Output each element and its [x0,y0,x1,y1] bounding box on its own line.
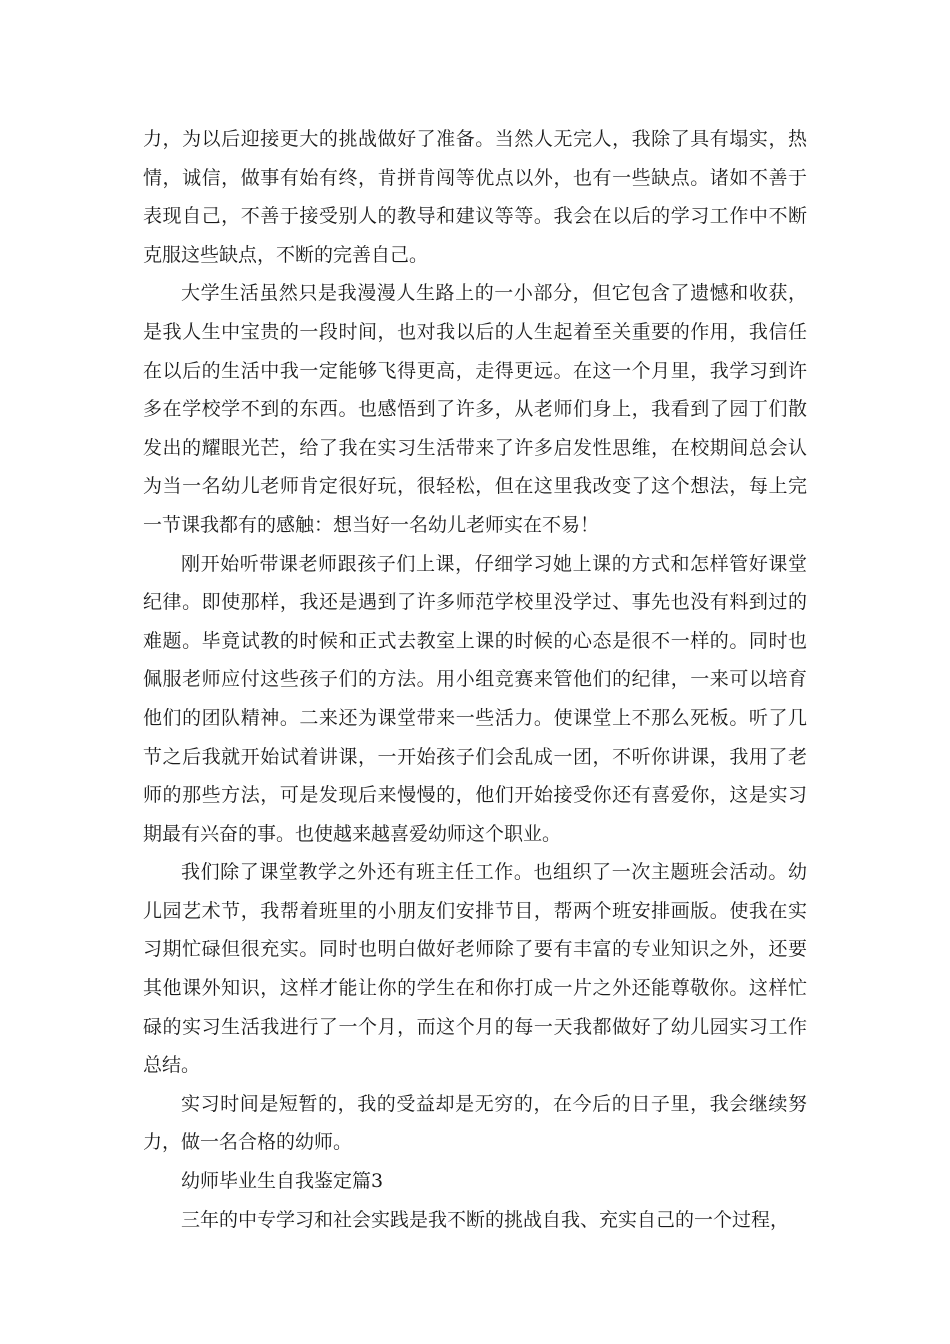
paragraph-class-teacher-work: 我们除了课堂教学之外还有班主任工作。也组织了一次主题班会活动。幼儿园艺术节，我帮着班里的小朋友们安排节目，帮两个班安排画版。使我在实习期忙碌但很充实。同时也明白做好老师除了要有丰富的专业知识之外，还要其他课外知识，这样才能让你的学生在和你打成一片之外还能尊敬你。这样忙碌的实习生活我进行了一个月，而这个月的每一天我都做好了幼儿园实习工作总结。 [143,861,807,1077]
paragraph-section3-start: 三年的中专学习和社会实践是我不断的挑战自我、充实自己的一个过程， [181,1208,790,1231]
paragraph-continuation: 力，为以后迎接更大的挑战做好了准备。当然人无完人，我除了具有塌实，热情，诚信，做事有始有终，肯拼肯闯等优点以外，也有一些缺点。诸如不善于表现自己，不善于接受别人的教导和建议等等。我会在以后的学习工作中不断克服这些缺点，不断的完善自己。 [143,128,807,266]
paragraph-university-life: 大学生活虽然只是我漫漫人生路上的一小部分，但它包含了遗憾和收获，是我人生中宝贵的一段时间，也对我以后的人生起着至关重要的作用，我信任在以后的生活中我一定能够飞得更高，走得更远。在这一个月里，我学习到许多在学校学不到的东西。也感悟到了许多，从老师们身上，我看到了园丁们散发出的耀眼光芒，给了我在实习生活带来了许多启发性思维，在校期间总会认为当一名幼儿老师肯定很好玩，很轻松，但在这里我改变了这个想法，每上完一节课我都有的感触：想当好一名幼儿老师实在不易！ [143,282,807,536]
paragraph-internship-summary: 实习时间是短暂的，我的受益却是无穷的，在今后的日子里，我会继续努力，做一名合格的幼师。 [143,1092,807,1154]
document-body [143,120,807,1239]
section-heading: 幼师毕业生自我鉴定篇3 [181,1170,384,1193]
paragraph-classroom-learning: 刚开始听带课老师跟孩子们上课，仔细学习她上课的方式和怎样管好课堂纪律。即使那样，我还是遇到了许多师范学校里没学过、事先也没有料到过的难题。毕竟试教的时候和正式去教室上课的时候的心态是很不一样的。同时也佩服老师应付这些孩子们的方法。用小组竞赛来管他们的纪律，一来可以培育他们的团队精神。二来还为课堂带来一些活力。使课堂上不那么死板。听了几节之后我就开始试着讲课，一开始孩子们会乱成一团，不听你讲课，我用了老师的那些方法，可是发现后来慢慢的，他们开始接受你还有喜爱你，这是实习期最有兴奋的事。也使越来越喜爱幼师这个职业。 [143,552,807,845]
